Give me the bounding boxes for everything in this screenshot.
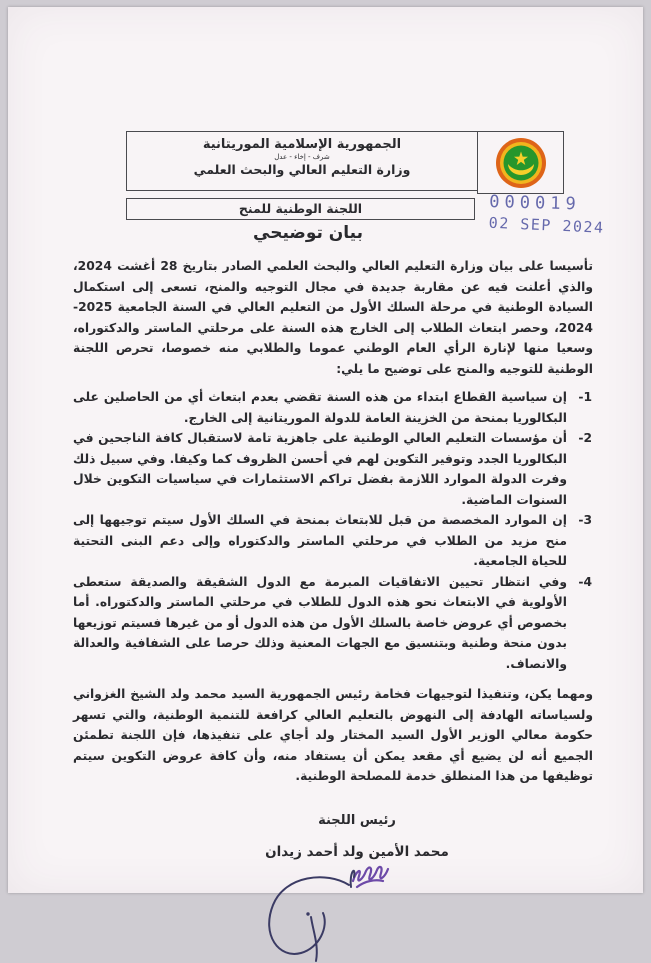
committee-label: اللجنة الوطنية للمنح bbox=[238, 201, 363, 216]
page-title: بيان توضيحي bbox=[253, 223, 363, 243]
stamp-number: 000019 bbox=[489, 192, 581, 215]
point-number: 1- bbox=[578, 390, 592, 404]
national-motto: شرف - إخاء - عدل bbox=[274, 153, 330, 161]
point-text: إن سياسية القطاع ابتداء من هذه السنة تقضي بعدم ابتعاث أي من الحاصلين على البكالوريا بمنحة من الخزينة العامة للدولة الموريتانية إلى الخارج. bbox=[73, 390, 567, 425]
document-body bbox=[73, 256, 593, 963]
scanned-document-page bbox=[8, 7, 643, 893]
ministry-header-box bbox=[126, 131, 478, 191]
point-number: 3- bbox=[578, 513, 592, 527]
stamp-date: 02 SEP 2024 bbox=[488, 213, 605, 237]
date-stamp bbox=[488, 192, 639, 237]
point-text: أن مؤسسات التعليم العالي الوطنية على جاهزية تامة لاستقبال كافة الناجحين في البكالوريا الجدد وتوفير التكوين لهم في أحسن الظروف كما وكيفا. وفي سبيل ذلك وفرت الدولة الموارد اللازمة بفضل تراكم الاستثمارات في سياسيات التكوين خلال السنوات الماضية. bbox=[73, 431, 567, 507]
signature-role: رئيس اللجنة bbox=[318, 812, 396, 828]
point-number: 4- bbox=[578, 574, 592, 589]
signature-scribble-icon bbox=[257, 859, 457, 963]
point-number: 2- bbox=[578, 431, 592, 445]
point-text: وفي انتظار تحيين الاتفاقيات المبرمة مع الدول الشقيقة والصديقة ستعطى الأولوية في الابتعاث نحو هذه الدول للطلاب في مرحلتي الماستر والدكتوراه. أما بخصوص أي عروض خاصة بالسلك الأول من هذه الدول أو من غيرها فسيتم توزيعها بدون منحة وطنية وبتنسيق مع الجهات المعنية وذلك حرصا على الشفافية والعدالة والانصاف. bbox=[73, 574, 567, 671]
point-item-3 bbox=[73, 510, 593, 572]
mauritania-emblem-icon bbox=[495, 137, 547, 189]
point-item-2 bbox=[73, 428, 593, 510]
ministry-name: وزارة التعليم العالي والبحث العلمي bbox=[193, 162, 411, 177]
signature-block bbox=[121, 811, 593, 963]
points-list bbox=[73, 387, 593, 674]
signature-name: محمد الأمين ولد أحمد زيدان bbox=[265, 844, 449, 860]
point-text: إن الموارد المخصصة من قبل للابتعاث بمنحة في السلك الأول سيتم توجيهها إلى منح مزيد من الطلاب في مرحلتي الماستر والدكتوراه وإلى دعم البنى التحتية للحياة الجامعية. bbox=[73, 513, 567, 568]
emblem-box bbox=[477, 131, 564, 194]
closing-paragraph: ومهما يكن، وتنفيذا لتوجيهات فخامة رئيس الجمهورية السيد محمد ولد الشيخ الغزواني ولسياساته الهادفة إلى النهوض بالتعليم العالي كرافعة للتنمية الوطنية، والتي تسهر حكومة معالي الوزير الأول السيد المختار ولد أجاي على تنفيذها، فإن اللجنة تطمئن الجميع أنه لن يضيع أي مقعد يمكن أن يستفاد منه، وأن كافة عروض التكوين سيتم توظيفها من هذا المنطلق خدمة للمصلحة الوطنية. bbox=[73, 687, 593, 783]
committee-box bbox=[126, 198, 475, 220]
intro-paragraph: تأسيسا على بيان وزارة التعليم العالي والبحث العلمي الصادر بتاريخ 28 أغشت 2024، والذي أعلنت فيه عن مقاربة جديدة في مجال التوجيه والمنح، تسعى إلى استكمال السيادة الوطنية في مرحلة السلك الأول من التعليم العالي في السنة الجامعية 2025-2024، وحصر ابتعاث الطلاب إلى الخارج هذه السنة على مرحلتي الماستر والدكتوراه، وسعيا منها لإنارة الرأي العام الوطني عموما والطلابي منه خصوصا، تحرص اللجنة الوطنية للتوجيه والمنح على توضيح ما يلي: bbox=[73, 259, 593, 376]
point-item-1 bbox=[73, 387, 593, 428]
point-item-4 bbox=[73, 572, 593, 675]
republic-name: الجمهورية الإسلامية الموريتانية bbox=[202, 137, 402, 152]
